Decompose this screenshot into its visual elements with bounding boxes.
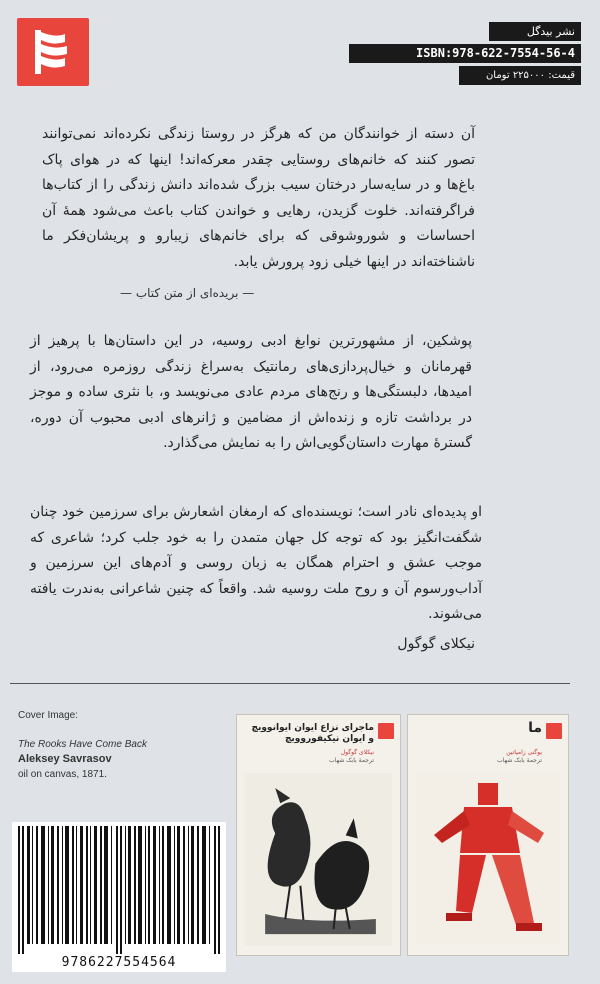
description-paragraph: پوشکین، از مشهورترین نوابغ ادبی روسیه، در این داستان‌ها با پرهیز از قهرمانان و خیال‌پردازی‌های رمانتیک به‌سراغ زندگی روزمره می‌رود، از امیدها، دلبستگی‌ها و رنج‌های مردم عادی می‌نویسد و، با نثری ساده و موجز در برداشت تازه و زنده‌اش از مضامین و ژانرهای ادبی محبوب آن دوره، گسترهٔ مهارت داستان‌گویی‌اش را به نمایش می‌گذارد. xyxy=(30,333,472,451)
bidgol-logo-icon xyxy=(35,30,71,74)
red-figure-illustration xyxy=(416,773,560,945)
cover-image-credit xyxy=(18,708,147,782)
barcode-number: 9786227554564 xyxy=(61,955,177,970)
barcode-bars xyxy=(18,826,220,954)
isbn: ISBN:978-622-7554-56-4 xyxy=(349,44,581,63)
book-translator: ترجمهٔ بابک شهاب xyxy=(497,757,542,764)
book-author: یوگنی زامیاتین xyxy=(506,749,542,756)
divider xyxy=(10,683,570,684)
excerpt-source: — بریده‌ای از متن کتاب — xyxy=(120,286,255,300)
publisher-mini-logo xyxy=(378,723,394,739)
cover-title: The Rooks Have Come Back xyxy=(18,739,147,750)
roosters-illustration xyxy=(245,773,392,946)
related-book-we xyxy=(407,714,569,956)
cover-medium: oil on canvas, 1871. xyxy=(18,769,107,780)
excerpt-paragraph: آن دسته از خوانندگان من که هرگز در روستا زندگی نکرده‌اند نمی‌توانند تصور کنند که خانم‌های روستایی چقدر معرکه‌اند! اینها که در هوای پاک باغ‌ها و در سایه‌سار درختان سیب بزرگ شده‌اند دانش زندگی را از کتاب‌ها فراگرفته‌اند. خلوت گزیدن، رهایی و خواندن کتاب باعث می‌شود همهٔ آن احساسات و شوروشوقی که برای خانم‌های زیبارو و پریشان‌فکر ما ناشناخته‌اند در اینها خیلی زود پرورش یابد. xyxy=(42,126,475,270)
book-title: ما xyxy=(528,720,542,736)
quote-paragraph: او پدیده‌ای نادر است؛ نویسنده‌ای که ارمغان اشعارش برای سرزمین خود چنان شگفت‌انگیز بود که توجه کل جهان متمدن را به خود جلب کرد؛ شاعری که موجب عشق و احترام همگان به زبان روسی و آدم‌های این سرزمین و آداب‌ورسوم آن و روح ملت روسیه شد. واقعاً که چنین شاعرانی به‌ندرت یافته می‌شوند. xyxy=(30,504,482,622)
related-book-gogol xyxy=(236,714,401,956)
price: قیمت: ۲۲۵۰۰۰ تومان xyxy=(459,66,581,85)
publisher-info xyxy=(349,22,581,88)
barcode xyxy=(12,822,226,972)
publisher-mini-logo xyxy=(546,723,562,739)
book-translator: ترجمهٔ بابک شهاب xyxy=(329,757,374,764)
cover-author: Aleksey Savrasov xyxy=(18,753,112,765)
publisher-name: نشر بیدگل xyxy=(489,22,581,41)
quote-signature: نیکلای گوگول xyxy=(397,636,475,652)
book-title: ماجرای نزاع ایوان ایوانوویچ و ایوان نیکیفوروویچ xyxy=(251,723,374,744)
publisher-logo xyxy=(17,18,89,86)
cover-label: Cover Image: xyxy=(18,710,79,721)
book-author: نیکلای گوگول xyxy=(340,749,374,756)
